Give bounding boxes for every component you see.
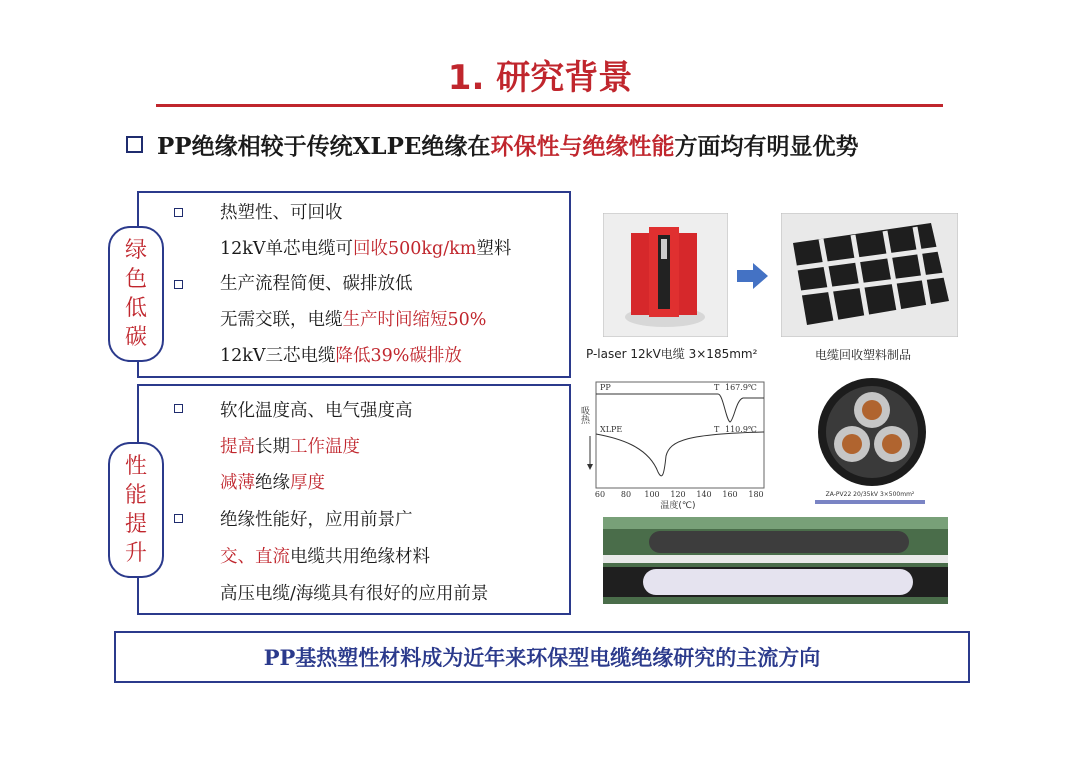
cable-cross-section-photo [790, 372, 950, 506]
s1-item2-detail2 [220, 342, 462, 367]
small-square-bullet-icon [174, 280, 183, 289]
dsc-curve-plot [578, 376, 768, 510]
text: 无需交联，电缆 [220, 310, 343, 330]
label-char: 碳 [124, 325, 147, 350]
small-square-bullet-icon [174, 514, 183, 523]
dsc-xtick: 60 [594, 490, 606, 499]
dsc-tm-label: T [714, 425, 720, 434]
dsc-series2-name: XLPE [600, 425, 623, 434]
headline [126, 128, 858, 161]
section-label-green [108, 226, 164, 362]
text: 12kV单芯电缆可 [220, 239, 354, 259]
s1-item2-detail1 [220, 306, 486, 331]
pallet-caption: 电缆回收塑料制品 [815, 348, 912, 362]
s2-item1-heading: 软化温度高、电气强度高 [220, 401, 413, 421]
cable-sample-photo [603, 517, 948, 604]
text: 12kV三芯电缆 [220, 346, 336, 366]
s1-item1-detail [220, 235, 511, 260]
section-label-performance [108, 442, 164, 578]
label-char: 能 [124, 483, 147, 508]
conclusion-box: PP基热塑性材料成为近年来环保型电缆绝缘研究的主流方向 [114, 631, 970, 683]
s2-item2-heading: 绝缘性能好，应用前景广 [220, 510, 413, 530]
label-char: 性 [124, 454, 147, 479]
cable-photo [603, 213, 728, 337]
cross-section-caption: ZA-PV22 20/35kV 3×500mm² [825, 491, 915, 498]
dsc-xtick: 100 [644, 490, 660, 499]
headline-text-after: 方面均有明显优势 [674, 133, 859, 160]
arrow-right-icon [737, 263, 769, 289]
dsc-xtick: 80 [620, 490, 632, 499]
highlight: 减薄 [220, 473, 255, 493]
label-char: 低 [124, 296, 147, 321]
highlight: 交、直流 [220, 547, 290, 567]
label-char: 色 [124, 267, 147, 292]
s2-item1-detail2 [220, 469, 325, 494]
title-divider [156, 104, 943, 107]
dsc-xtick: 180 [748, 490, 764, 499]
s2-item2-detail2: 高压电缆/海缆具有很好的应用前景 [220, 584, 489, 604]
highlight: 提高 [220, 437, 255, 457]
recycled-pallet-photo [781, 213, 958, 337]
small-square-bullet-icon [174, 208, 183, 217]
headline-highlight: 环保性与绝缘性能 [490, 133, 675, 160]
dsc-series1-name: PP [600, 383, 611, 392]
label-char: 提 [124, 512, 147, 537]
highlight: 降低39%碳排放 [335, 346, 462, 366]
headline-text-before: PP绝缘相较于传统XLPE绝缘在 [157, 133, 491, 160]
highlight: 工作温度 [290, 437, 360, 457]
dsc-xtick: 160 [722, 490, 738, 499]
s2-item1-detail1 [220, 433, 360, 458]
dsc-xlabel: 温度(℃) [660, 501, 696, 510]
cable-caption: P-laser 12kV电缆 3×185mm² [586, 347, 758, 361]
text: 长期 [255, 437, 290, 457]
text: 绝缘 [255, 473, 290, 493]
s1-item1-heading: 热塑性、可回收 [220, 203, 343, 223]
dsc-tm-label: T [714, 383, 720, 392]
small-square-bullet-icon [174, 404, 183, 413]
s2-item2-detail1 [220, 543, 430, 568]
highlight: 厚度 [290, 473, 325, 493]
highlight: 生产时间缩短50% [342, 310, 487, 330]
dsc-ylabel: 吸热 [579, 406, 589, 424]
dsc-xtick: 140 [696, 490, 712, 499]
dsc-series2-tm: 110.9℃ [725, 425, 757, 434]
page-title: 1. 研究背景 [447, 58, 633, 98]
highlight: 回收500kg/km [353, 239, 477, 259]
s1-item2-heading: 生产流程简便、碳排放低 [220, 274, 413, 294]
text: 塑料 [476, 239, 512, 259]
label-char: 绿 [124, 238, 147, 263]
text: 电缆共用绝缘材料 [290, 547, 430, 567]
dsc-xtick: 120 [670, 490, 686, 499]
dsc-series1-tm: 167.9℃ [725, 383, 757, 392]
label-char: 升 [124, 541, 147, 566]
square-bullet-icon [126, 136, 143, 153]
